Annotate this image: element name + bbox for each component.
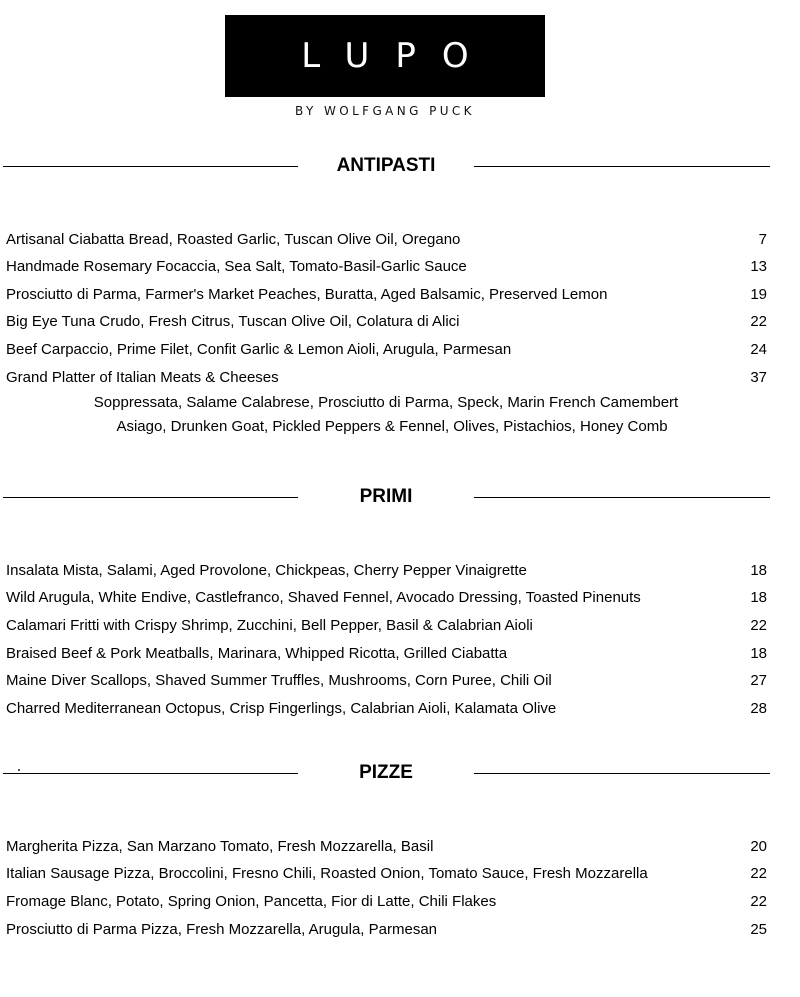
item-description: Calamari Fritti with Crispy Shrimp, Zucchini, Bell Pepper, Basil & Calabrian Aioli (6, 617, 533, 634)
section-title: ANTIPASTI (336, 155, 436, 176)
divider (474, 497, 770, 498)
item-description: Beef Carpaccio, Prime Filet, Confit Garlic & Lemon Aioli, Arugula, Parmesan (6, 341, 512, 358)
item-subline: Asiago, Drunken Goat, Pickled Peppers & Fennel, Olives, Pistachios, Honey Comb (116, 418, 668, 435)
item-description: Wild Arugula, White Endive, Castlefranco, Shaved Fennel, Avocado Dressing, Toasted Pinenuts (6, 589, 641, 606)
section-title: PIZZE (359, 762, 413, 783)
divider (474, 166, 770, 167)
item-description: Prosciutto di Parma Pizza, Fresh Mozzarella, Arugula, Parmesan (6, 921, 438, 938)
item-description: Prosciutto di Parma, Farmer's Market Peaches, Buratta, Aged Balsamic, Preserved Lemon (6, 286, 608, 303)
item-description: Artisanal Ciabatta Bread, Roasted Garlic, Tuscan Olive Oil, Oregano (6, 231, 461, 248)
menu-item (6, 863, 767, 885)
item-price: 19 (750, 286, 767, 303)
item-price: 25 (750, 921, 767, 938)
divider (3, 773, 298, 774)
item-price: 24 (750, 341, 767, 358)
item-description: Italian Sausage Pizza, Broccolini, Fresno Chili, Roasted Onion, Tomato Sauce, Fresh Mozzarella (6, 865, 648, 882)
item-description: Insalata Mista, Salami, Aged Provolone, Chickpeas, Cherry Pepper Vinaigrette (6, 562, 527, 579)
menu-item (6, 836, 767, 858)
logo-byline: BY WOLFGANG PUCK (295, 104, 475, 118)
section-header-pizze (0, 762, 800, 784)
logo-text: LUPO (301, 36, 495, 76)
menu-item (6, 919, 767, 941)
item-price: 18 (750, 562, 767, 579)
menu-item (6, 587, 767, 609)
item-price: 37 (750, 369, 767, 386)
menu-item (6, 256, 767, 278)
divider (474, 773, 770, 774)
divider (3, 497, 298, 498)
item-price: 7 (758, 231, 767, 248)
menu-item (6, 339, 767, 361)
item-price: 28 (750, 700, 767, 717)
divider (3, 166, 298, 167)
item-price: 22 (750, 617, 767, 634)
item-price: 13 (750, 258, 767, 275)
menu-item (6, 891, 767, 913)
menu-item (6, 284, 767, 306)
item-description: Fromage Blanc, Potato, Spring Onion, Pancetta, Fior di Latte, Chili Flakes (6, 893, 497, 910)
item-price: 22 (750, 865, 767, 882)
item-price: 22 (750, 313, 767, 330)
section-header-primi (0, 486, 800, 508)
item-price: 22 (750, 893, 767, 910)
item-description: Maine Diver Scallops, Shaved Summer Truffles, Mushrooms, Corn Puree, Chili Oil (6, 672, 552, 689)
item-description: Big Eye Tuna Crudo, Fresh Citrus, Tuscan Olive Oil, Colatura di Alici (6, 313, 460, 330)
menu-item (6, 670, 767, 692)
item-price: 20 (750, 838, 767, 855)
menu-item (6, 698, 767, 720)
section-header-antipasti (0, 155, 800, 177)
item-price: 18 (750, 645, 767, 662)
logo (225, 15, 545, 97)
item-price: 27 (750, 672, 767, 689)
menu-item (6, 311, 767, 333)
item-description: Margherita Pizza, San Marzano Tomato, Fresh Mozzarella, Basil (6, 838, 434, 855)
menu-item (6, 643, 767, 665)
item-price: 18 (750, 589, 767, 606)
item-description: Handmade Rosemary Focaccia, Sea Salt, Tomato-Basil-Garlic Sauce (6, 258, 467, 275)
menu-item (6, 615, 767, 637)
menu-item (6, 560, 767, 582)
menu-item (6, 367, 767, 389)
item-description: Grand Platter of Italian Meats & Cheeses (6, 369, 279, 386)
item-subline: Soppressata, Salame Calabrese, Prosciutto di Parma, Speck, Marin French Camembert (93, 394, 679, 411)
section-title: PRIMI (359, 486, 413, 507)
menu-item (6, 229, 767, 251)
item-description: Charred Mediterranean Octopus, Crisp Fingerlings, Calabrian Aioli, Kalamata Olive (6, 700, 557, 717)
item-description: Braised Beef & Pork Meatballs, Marinara, Whipped Ricotta, Grilled Ciabatta (6, 645, 508, 662)
